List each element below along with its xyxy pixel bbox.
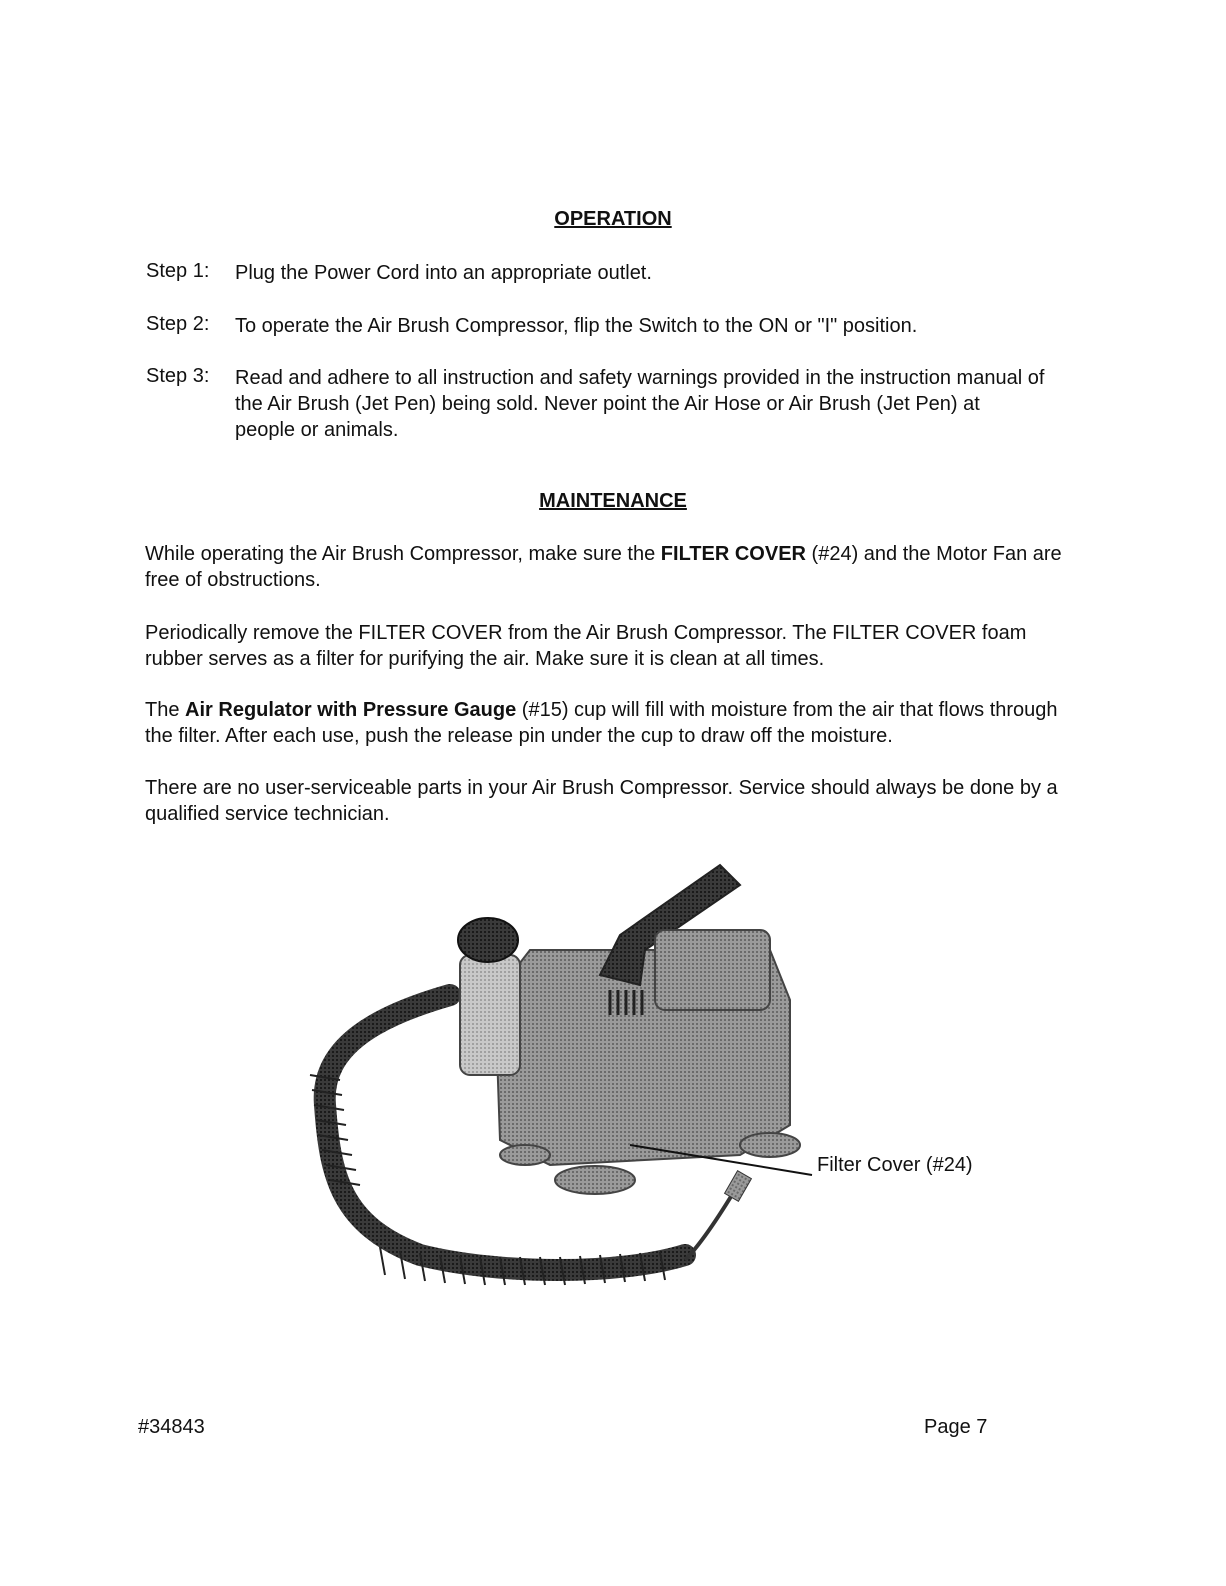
motor-housing	[655, 930, 770, 1010]
step-1-text: Plug the Power Cord into an appropriate outlet.	[235, 262, 652, 284]
step-3-label: Step 3:	[146, 365, 210, 387]
rubber-foot	[555, 1166, 635, 1194]
compressor-illustration	[300, 855, 820, 1295]
maintenance-paragraph-3: The Air Regulator with Pressure Gauge (#15) cup will fill with moisture from the air that flows through the filter. After each use, push the release pin under the cup to draw off the moisture.	[145, 699, 1058, 747]
step-2-text: To operate the Air Brush Compressor, flip the Switch to the ON or "I" position.	[235, 315, 918, 337]
step-2-label: Step 2:	[146, 313, 210, 335]
step-1-label: Step 1:	[146, 260, 210, 282]
pressure-gauge-knob	[458, 918, 518, 962]
maintenance-paragraph-4: There are no user-serviceable parts in your Air Brush Compressor. Service should always be done by a qualified service technician.	[145, 777, 1058, 825]
maintenance-heading: MAINTENANCE	[539, 490, 687, 512]
operation-heading: OPERATION	[554, 208, 672, 230]
maintenance-paragraph-1: While operating the Air Brush Compressor, make sure the FILTER COVER (#24) and the Motor Fan are free of obstructions.	[145, 543, 1062, 591]
page-number: Page 7	[924, 1416, 988, 1438]
filter-cover-caption: Filter Cover (#24)	[817, 1154, 973, 1176]
regulator-cup	[460, 955, 520, 1075]
maintenance-paragraph-2: Periodically remove the FILTER COVER from the Air Brush Compressor. The FILTER COVER foam rubber serves as a filter for purifying the air. Make sure it is clean at all times.	[145, 622, 1027, 670]
rubber-foot	[500, 1145, 550, 1165]
step-3-text: Read and adhere to all instruction and safety warnings provided in the instruction manual of the Air Brush (Jet Pen) being sold. Never point the Air Hose or Air Brush (Jet Pen) at people or animals.	[235, 367, 1045, 441]
item-number: #34843	[138, 1416, 205, 1438]
rubber-foot	[740, 1133, 800, 1157]
